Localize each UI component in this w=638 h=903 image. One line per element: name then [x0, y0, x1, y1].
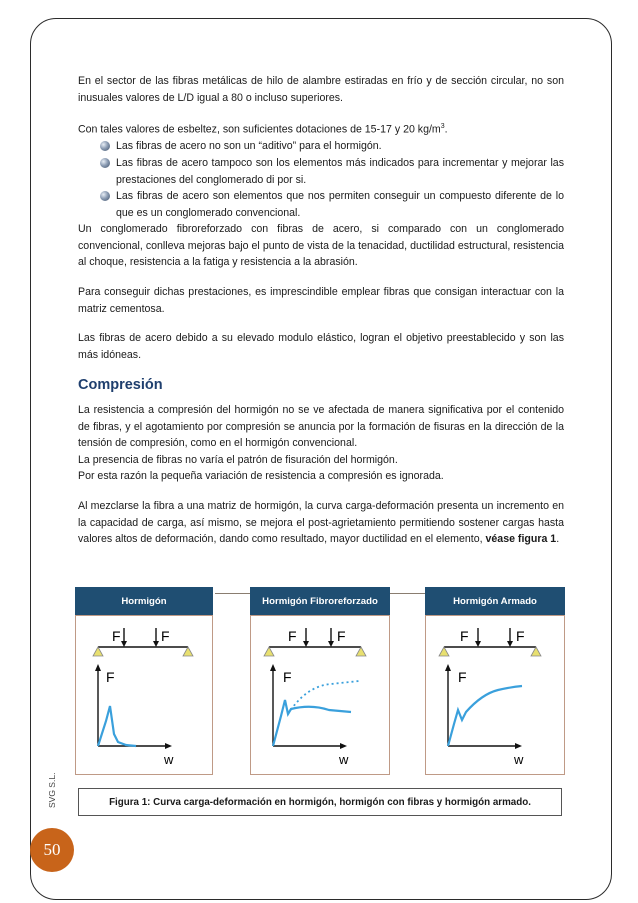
- bullet-icon: [100, 191, 110, 201]
- load-label: F: [161, 628, 170, 644]
- paragraph-resistencia: La resistencia a compresión del hormigón no se ve afectada de manera significativa por el contenido de fibras, y el agotamiento por compresión se anuncia por la formación de fisuras en la dirección de la tensión de compresión, como en el hormigón convencional.: [78, 404, 564, 450]
- figure-reference: véase figura 1: [485, 533, 557, 546]
- paragraph-fibras-metalicas: En el sector de las fibras metálicas de hilo de alambre estiradas en frío y de sección circular, no son inusuales valores de L/D igual a 80 o incluso superiores.: [78, 75, 564, 104]
- paragraph-curva-carga: Al mezclarse la fibra a una matriz de hormigón, la curva carga-deformación presenta un incremento en la capacidad de carga, así mismo, se mejora el post-agrietamiento permitiendo sostener cargas hasta valores altos de deformación, dando como resultado, mayor ductilidad en el elemento, véase figura 1.: [78, 500, 564, 546]
- list-item: Las fibras de acero no son un “aditivo” para el hormigón.: [78, 138, 564, 155]
- diagram-armado: [426, 616, 566, 776]
- page-number-badge: 50: [30, 828, 74, 872]
- superscript-3: 3: [440, 123, 445, 131]
- support-icon: [356, 647, 366, 656]
- paragraph-variacion: Por esta razón la pequeña variación de resistencia a compresión es ignorada.: [78, 470, 444, 483]
- axis-y-label: F: [106, 669, 115, 685]
- curve-armado: [448, 686, 522, 746]
- load-label: F: [112, 628, 121, 644]
- panel-header-fibroreforzado: Hormigón Fibroreforzado: [250, 587, 390, 615]
- panel-header-armado: Hormigón Armado: [425, 587, 565, 615]
- bullet-list: [78, 138, 564, 221]
- list-item: Las fibras de acero tampoco son los elementos más indicados para incrementar y mejorar las prestaciones del conglomerado di por si.: [78, 155, 564, 188]
- axis-y-label: F: [283, 669, 292, 685]
- curve-fibroreforzado: [273, 700, 351, 746]
- paragraph-prestaciones: Para conseguir dichas prestaciones, es imprescindible emplear fibras que consigan interactuar con la matriz cementosa.: [78, 286, 564, 315]
- side-label: SVG S.L.: [47, 772, 57, 808]
- paragraph-fisuracion: La presencia de fibras no varía el patrón de fisuración del hormigón.: [78, 453, 398, 466]
- panel-header-hormigon: Hormigón: [75, 587, 213, 615]
- load-label: F: [460, 628, 469, 644]
- load-label: F: [516, 628, 525, 644]
- panel-armado: [425, 615, 565, 775]
- paragraph-modulo-elastico: Las fibras de acero debido a su elevado modulo elástico, logran el objetivo preestablecido y son las más idóneas.: [78, 332, 564, 361]
- support-icon: [264, 647, 274, 656]
- diagram-hormigon: [76, 616, 214, 776]
- load-label: F: [288, 628, 297, 644]
- figure-caption: Figura 1: Curva carga-deformación en hormigón, hormigón con fibras y hormigón armado.: [78, 788, 562, 816]
- panel-fibroreforzado: [250, 615, 390, 775]
- support-icon: [439, 647, 449, 656]
- curve-hormigon: [98, 706, 136, 746]
- axis-x-label: w: [164, 752, 174, 767]
- section-title: Compresión: [78, 377, 163, 394]
- axis-y-label: F: [458, 669, 467, 685]
- load-label: F: [337, 628, 346, 644]
- axis-x-label: w: [339, 752, 349, 767]
- axis-x-label: w: [514, 752, 524, 767]
- diagram-fibroreforzado: [251, 616, 391, 776]
- support-icon: [183, 647, 193, 656]
- panel-hormigon: [75, 615, 213, 775]
- main-content: [78, 73, 564, 548]
- paragraph-conglomerado: Un conglomerado fibroreforzado con fibras de acero, si comparado con un conglomerado convencional, conlleva mejoras bajo el punto de vista de la tenacidad, ductilidad estructural, resistencia al choque, resistencia a la fatiga y resistencia a la abrasión.: [78, 223, 564, 269]
- bullet-icon: [100, 158, 110, 168]
- support-icon: [531, 647, 541, 656]
- support-icon: [93, 647, 103, 656]
- paragraph-esbeltez: Con tales valores de esbeltez, son suficientes dotaciones de 15-17 y 20 $kg/m^3$.: [78, 123, 448, 136]
- list-item: Las fibras de acero son elementos que nos permiten conseguir un compuesto diferente de lo que es un conglomerado convencional.: [78, 188, 564, 221]
- figure-1: [75, 587, 565, 782]
- bullet-icon: [100, 141, 110, 151]
